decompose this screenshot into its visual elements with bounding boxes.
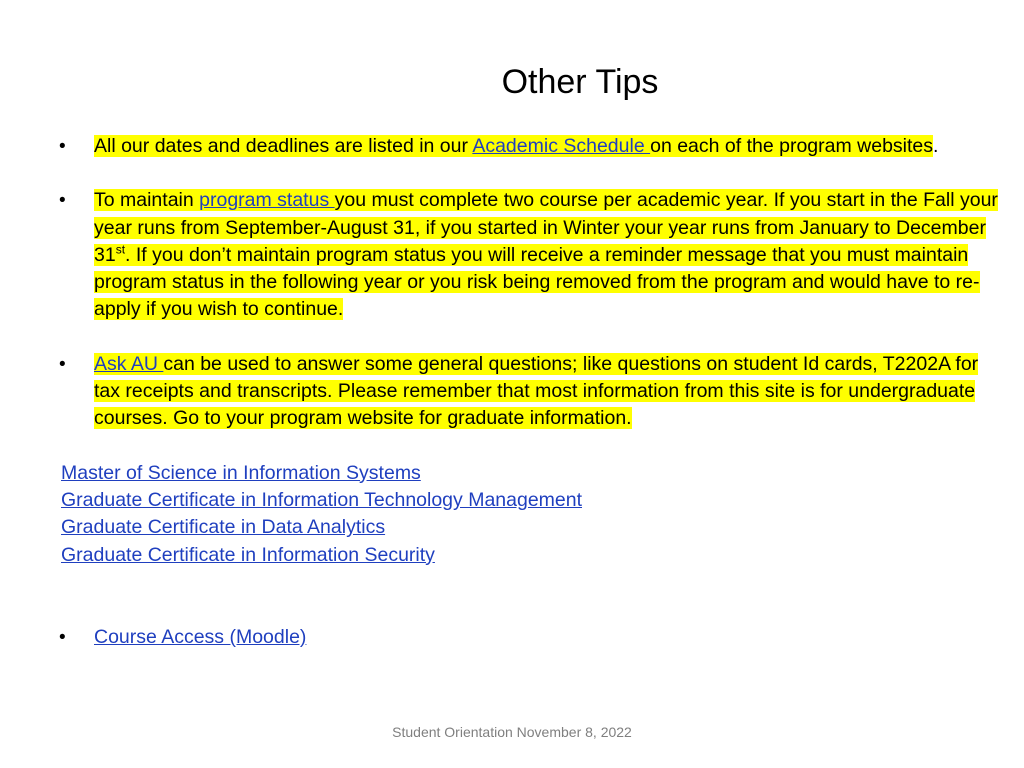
slide-title: Other Tips [501,63,659,101]
ask-au-link[interactable]: Ask AU [94,352,164,375]
grad-cert-information-security-link[interactable]: Graduate Certificate in Information Security [61,543,435,566]
tip-text: To maintain [94,189,200,212]
tip-highlight [94,135,933,157]
tip-highlight [94,353,978,430]
tip-program-status [56,187,1006,323]
bullet-icon: • [59,190,66,212]
tip-text: you must complete two course per academic year. If you start in the Fall your year runs from September-August 31, if you started in Winter your year runs from January to December 31 [94,189,998,266]
msc-information-systems-link[interactable]: Master of Science in Information Systems [61,461,421,484]
tip-text: on each of the program websites [650,135,934,157]
tip-text: All our dates and deadlines are listed in our [94,135,473,157]
bullet-icon: • [59,626,66,648]
grad-cert-it-management-link[interactable]: Graduate Certificate in Information Technology Management [61,488,583,511]
bullet-icon: • [59,136,66,157]
program-links [56,460,1006,569]
tip-text: . If you don’t maintain program status you will receive a reminder message that you must maintain program status in the following year or you risk being removed from the program and would have to re-apply if you wish to continue. [94,243,980,321]
tip-highlight [94,189,998,320]
course-access-link[interactable]: Course Access (Moodle) [94,625,307,648]
slide-footer: Student Orientation November 8, 2022 [392,724,632,740]
tip-academic-schedule [56,133,1006,160]
tip-ask-au [56,351,1006,433]
tip-course-access [56,624,1006,651]
program-status-link[interactable]: program status [199,189,335,212]
tip-text: can be used to answer some general questions; like questions on student Id cards, T2202A for tax receipts and transcripts. Please remember that most information from this site is for undergraduate courses. Go to your program website for graduate information. [94,352,979,430]
grad-cert-data-analytics-link[interactable]: Graduate Certificate in Data Analytics [61,516,386,539]
ordinal-suffix: st [115,242,126,257]
tips-list [56,133,1006,651]
bullet-icon: • [59,353,66,375]
academic-schedule-link[interactable]: Academic Schedule [472,135,651,157]
tip-text: . [933,135,939,157]
